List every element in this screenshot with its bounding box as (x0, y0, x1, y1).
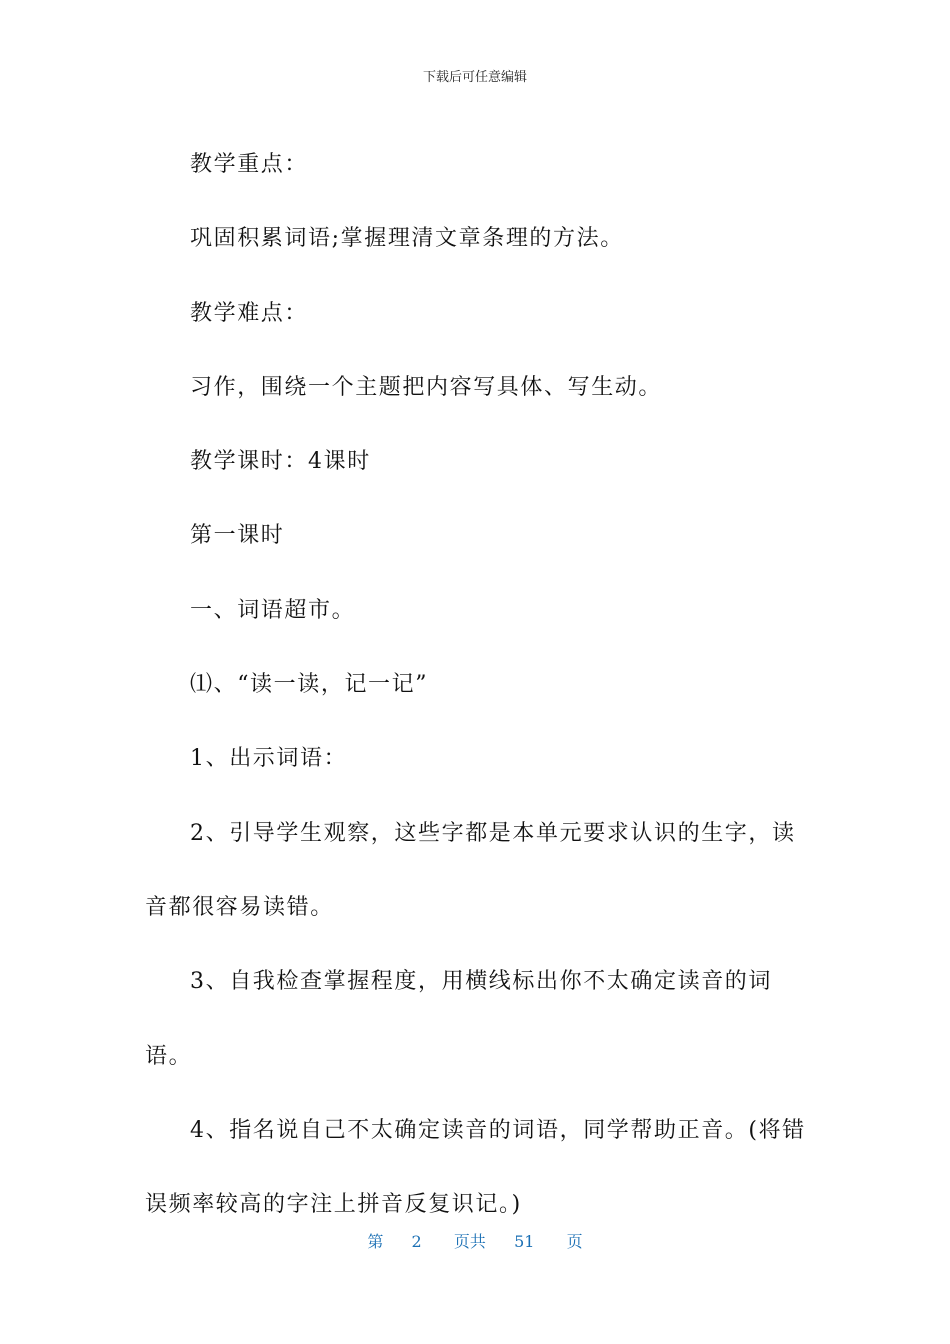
paragraph-2: 巩固积累词语;掌握理清文章条理的方法。 (190, 226, 624, 252)
footer-total-pages: 51 (514, 1232, 535, 1251)
paragraph-10: 2、引导学生观察，这些字都是本单元要求认识的生字，读音都很容易读错。 (145, 820, 796, 920)
paragraph-8: ⑴、“读一读，记一记” (190, 672, 429, 698)
page-header (0, 66, 950, 85)
paragraph-3: 教学难点： (190, 300, 309, 326)
footer-page-number: 2 (411, 1232, 422, 1251)
paragraph-5: 教学课时：4课时 (190, 449, 371, 475)
paragraph-11: 3、自我检查掌握程度，用横线标出你不太确定读音的词语。 (145, 969, 772, 1069)
footer-suffix: 页 (566, 1232, 583, 1251)
paragraph-1: 教学重点： (190, 152, 309, 177)
paragraph-9: 1、出示词语： (190, 746, 348, 772)
paragraph-6: 第一课时 (190, 523, 285, 549)
document-body (145, 128, 810, 1242)
paragraph-12: 4、指名说自己不太确定读音的词语，同学帮助正音。(将错误频率较高的字注上拼音反复识记。) (145, 1117, 806, 1218)
footer-middle: 页共 (453, 1232, 486, 1251)
page-footer (0, 1229, 950, 1252)
paragraph-4: 习作，围绕一个主题把内容写具体、写生动。 (190, 374, 663, 400)
header-text: 下载后可任意编辑 (422, 70, 527, 85)
paragraph-7: 一、词语超市。 (190, 597, 356, 623)
footer-prefix: 第 (367, 1232, 384, 1251)
